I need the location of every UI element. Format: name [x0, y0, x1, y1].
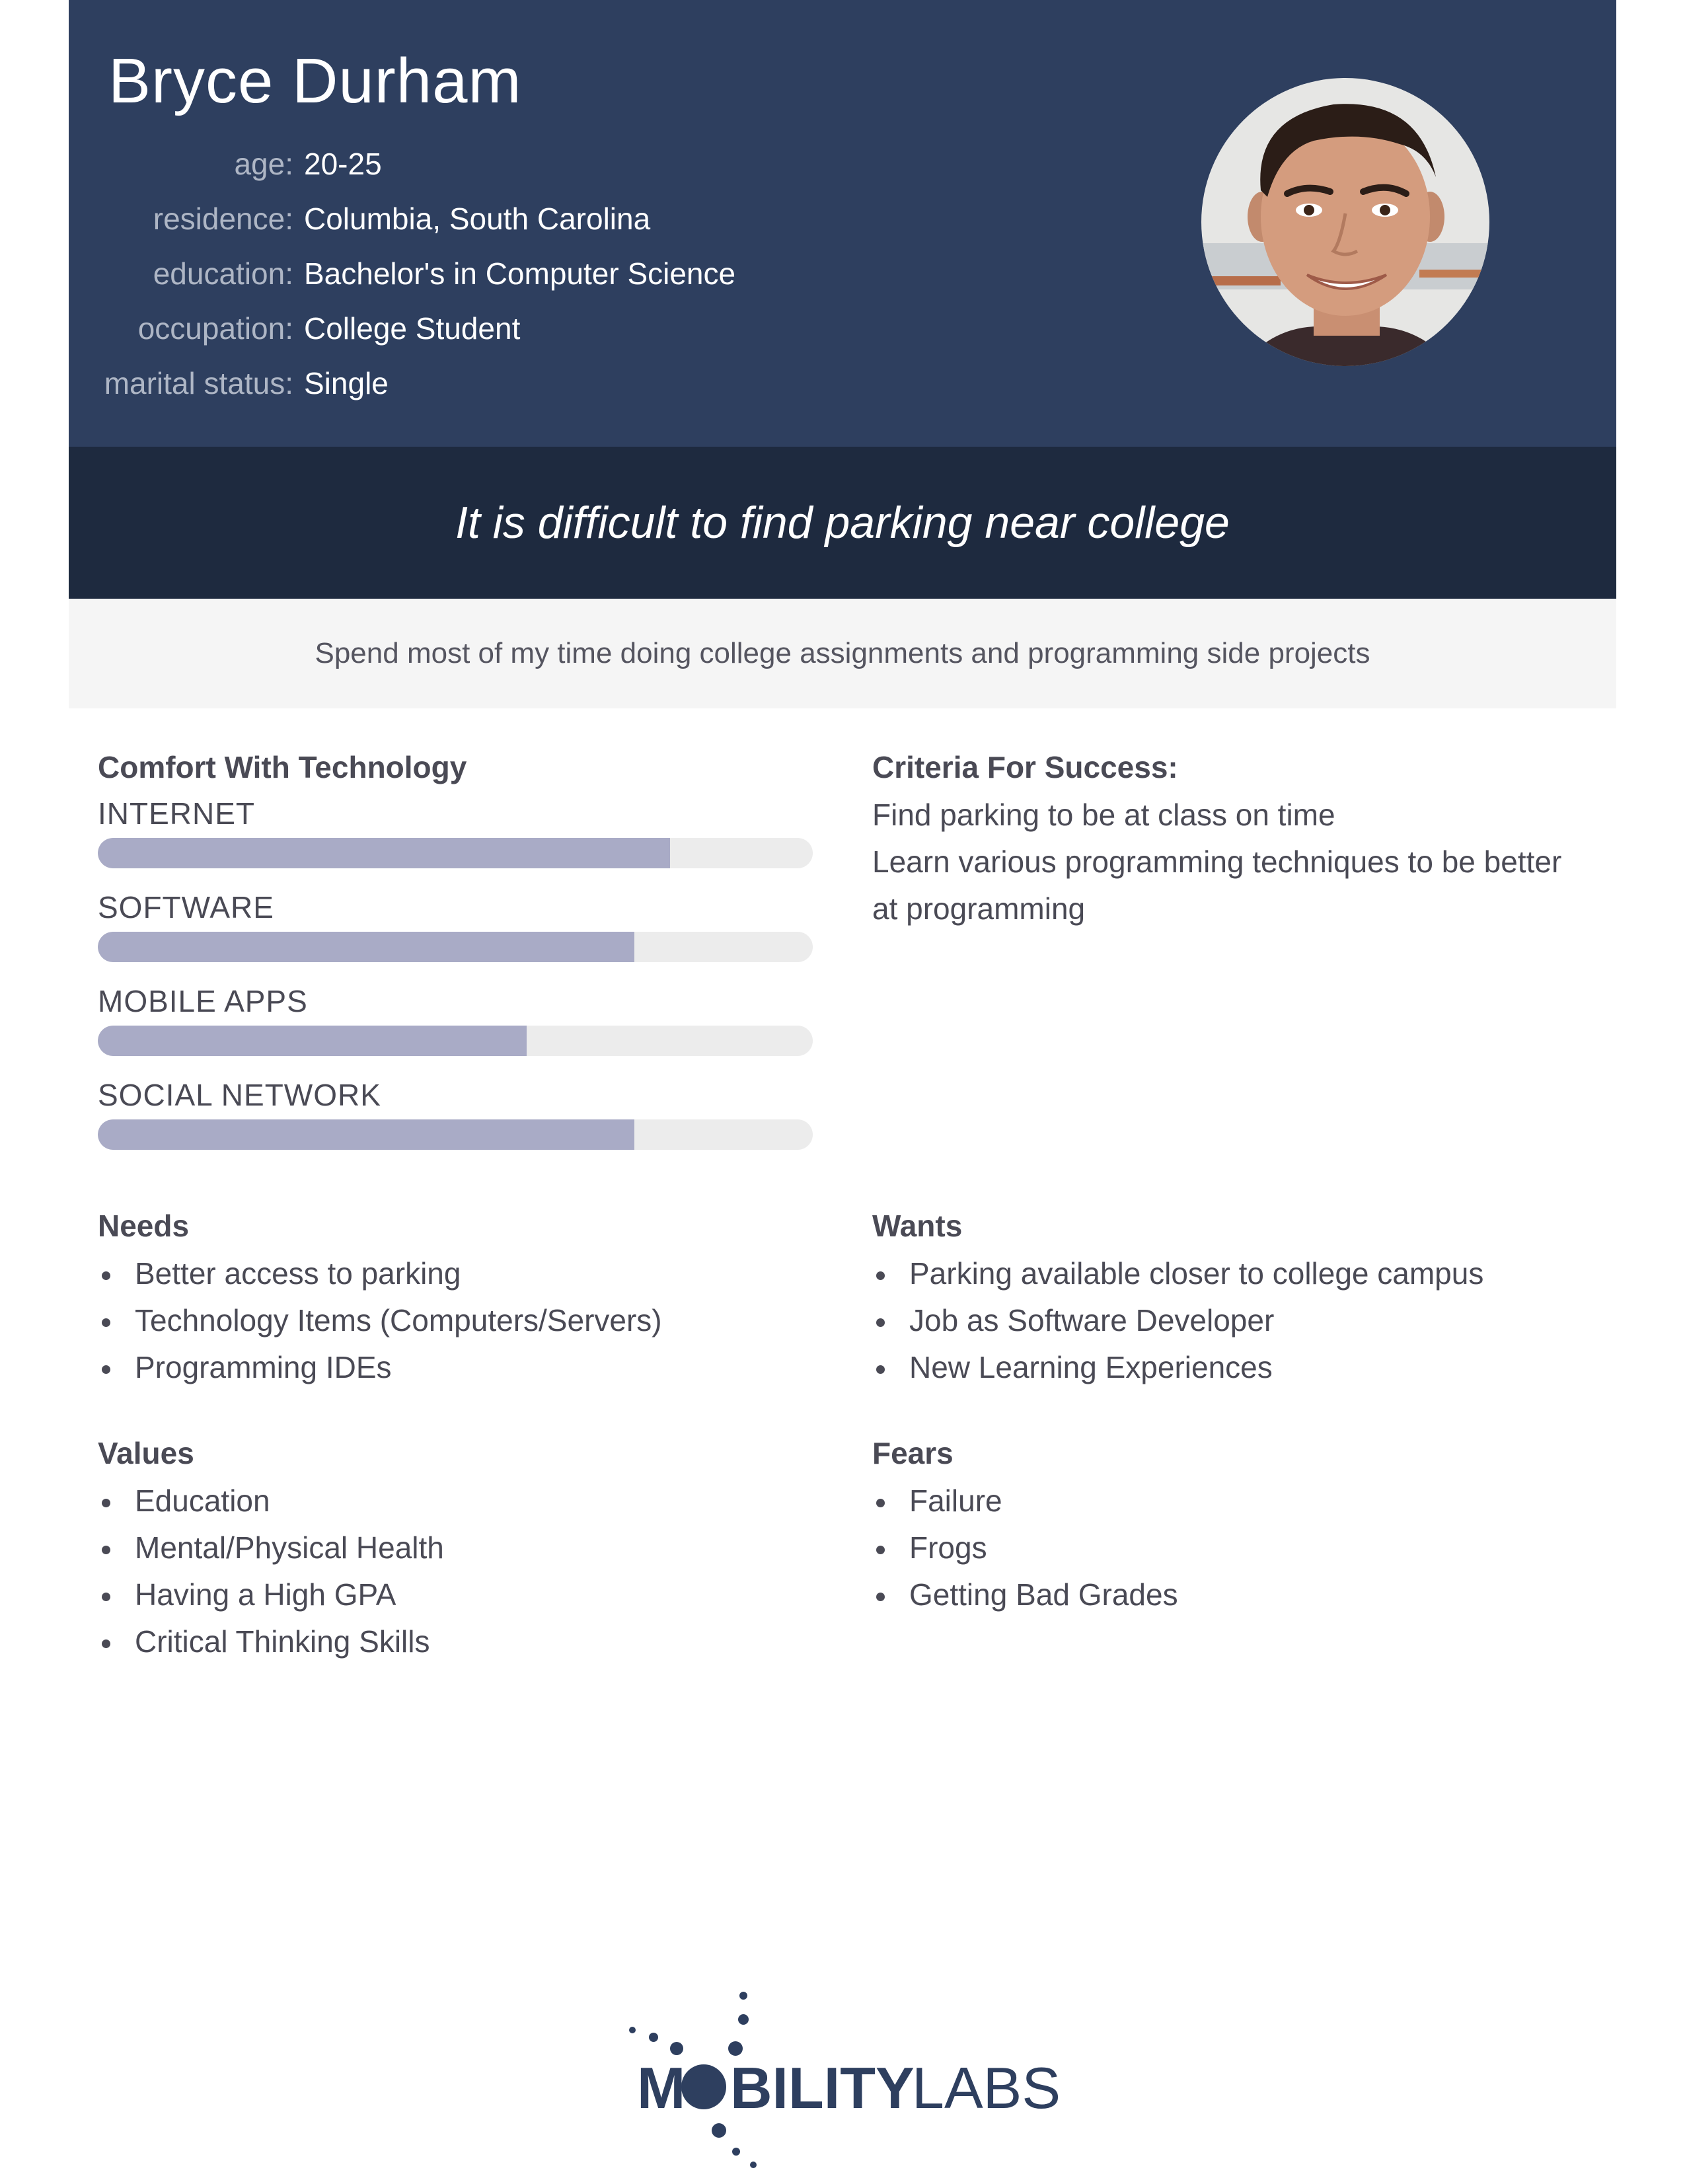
criteria-line: Find parking to be at class on time [872, 798, 1335, 832]
list-item: Critical Thinking Skills [99, 1618, 444, 1665]
detail-value: Single [304, 365, 389, 400]
logo-word-bility: BILITY [730, 2055, 915, 2121]
fears-section-title: Fears [872, 1436, 954, 1470]
criteria-section-title: Criteria For Success: [872, 750, 1178, 784]
progress-fill-social-network [98, 1119, 634, 1150]
detail-value: Columbia, South Carolina [304, 201, 651, 236]
detail-row-education [69, 246, 735, 301]
detail-row-age [69, 136, 735, 191]
detail-row-residence [69, 191, 735, 246]
detail-row-marital-status [69, 356, 735, 410]
detail-value: 20-25 [304, 146, 382, 181]
needs-list [99, 1250, 662, 1391]
detail-label: occupation: [137, 311, 293, 346]
persona-name: Bryce Durham [108, 46, 522, 116]
tech-label-internet: INTERNET [98, 796, 255, 831]
detail-label: age: [234, 146, 293, 181]
detail-value: Bachelor's in Computer Science [304, 256, 736, 291]
criteria-line: Learn various programming techniques to be better [872, 845, 1562, 879]
wants-section-title: Wants [872, 1209, 963, 1243]
logo-mark [621, 1989, 1070, 2181]
avatar-portrait-image [1201, 78, 1489, 366]
detail-label: residence: [153, 201, 293, 236]
list-item: Failure [874, 1478, 1178, 1525]
mobility-labs-logo [621, 1989, 1070, 2181]
list-item: Technology Items (Computers/Servers) [99, 1297, 662, 1344]
persona-bio: Spend most of my time doing college assignments and programming side projects [315, 637, 1370, 669]
persona-header [69, 0, 1616, 447]
list-item: Education [99, 1478, 444, 1525]
persona-details [69, 136, 735, 410]
detail-row-occupation [69, 301, 735, 356]
list-item: New Learning Experiences [874, 1344, 1483, 1391]
detail-label: marital status: [104, 365, 293, 400]
tech-label-software: SOFTWARE [98, 890, 274, 924]
comfort-section-title: Comfort With Technology [98, 750, 467, 784]
list-item: Having a High GPA [99, 1571, 444, 1618]
progress-fill-software [98, 932, 634, 962]
tech-label-mobile-apps: MOBILE APPS [98, 984, 308, 1018]
values-section-title: Values [98, 1436, 194, 1470]
criteria-text [872, 792, 1599, 932]
persona-quote: It is difficult to find parking near college [455, 498, 1230, 548]
values-list [99, 1478, 444, 1665]
list-item: Better access to parking [99, 1250, 662, 1297]
progress-fill-mobile-apps [98, 1026, 527, 1056]
tech-label-social-network: SOCIAL NETWORK [98, 1078, 381, 1112]
list-item: Programming IDEs [99, 1344, 662, 1391]
list-item: Frogs [874, 1525, 1178, 1571]
logo-word-labs: LABS [912, 2055, 1061, 2121]
progress-track-software [98, 932, 813, 962]
detail-label: education: [153, 256, 293, 291]
criteria-line: at programming [872, 891, 1086, 926]
quote-banner [69, 447, 1616, 599]
bio-banner [69, 599, 1616, 708]
list-item: Mental/Physical Health [99, 1525, 444, 1571]
progress-track-internet [98, 838, 813, 868]
progress-track-mobile-apps [98, 1026, 813, 1056]
detail-value: College Student [304, 311, 521, 346]
logo-word-m: M [637, 2055, 686, 2121]
fears-list [874, 1478, 1178, 1618]
list-item: Job as Software Developer [874, 1297, 1483, 1344]
list-item: Parking available closer to college campus [874, 1250, 1483, 1297]
list-item: Getting Bad Grades [874, 1571, 1178, 1618]
avatar [1201, 78, 1489, 366]
needs-section-title: Needs [98, 1209, 190, 1243]
progress-track-social-network [98, 1119, 813, 1150]
progress-fill-internet [98, 838, 670, 868]
wants-list [874, 1250, 1483, 1391]
